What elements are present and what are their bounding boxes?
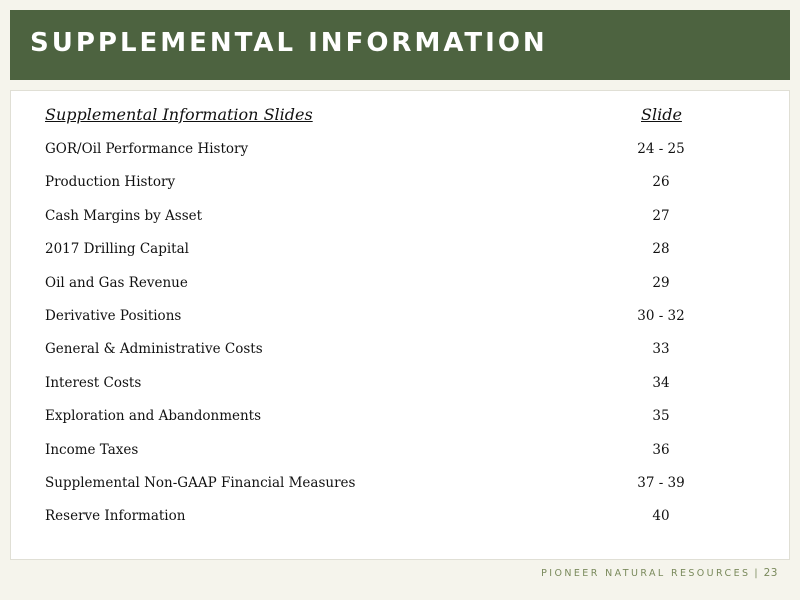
list-item-label: Production History: [45, 174, 176, 191]
list-item: [11, 406, 789, 439]
list-item-slide-number: 37 - 39: [637, 474, 685, 491]
list-item: [11, 339, 789, 372]
list-item-slide-number: 26: [652, 174, 670, 191]
list-item-label: Cash Margins by Asset: [45, 207, 203, 224]
footer-separator: |: [754, 568, 758, 579]
list-item-label: Supplemental Non-GAAP Financial Measures: [45, 474, 356, 491]
slide-index-list: [11, 139, 789, 540]
list-item-label: General & Administrative Costs: [45, 341, 263, 358]
list-item-label: Income Taxes: [45, 441, 139, 458]
page-number: 23: [763, 567, 778, 579]
column-header-slide: Slide: [641, 105, 682, 124]
list-item-label: GOR/Oil Performance History: [45, 141, 249, 157]
footer: [541, 567, 778, 579]
list-item: [11, 172, 789, 205]
list-item: [11, 239, 789, 272]
list-item: [11, 206, 789, 239]
column-header-slides: Supplemental Information Slides: [45, 105, 313, 124]
list-item: [11, 506, 789, 539]
list-item-slide-number: 36: [652, 441, 670, 458]
list-item-slide-number: 30 - 32: [637, 307, 685, 324]
list-item-label: Exploration and Abandonments: [45, 408, 262, 425]
list-item: [11, 306, 789, 339]
list-item: [11, 473, 789, 506]
list-item: [11, 440, 789, 473]
list-item-slide-number: 28: [652, 241, 670, 258]
list-item-slide-number: 40: [652, 508, 670, 525]
list-item-slide-number: 29: [652, 274, 670, 291]
list-item: [11, 139, 789, 172]
content-panel: [10, 90, 790, 560]
list-item-slide-number: 24 - 25: [637, 141, 685, 157]
list-item-label: Oil and Gas Revenue: [45, 274, 188, 291]
list-item: [11, 373, 789, 406]
list-item-slide-number: 33: [652, 341, 670, 358]
list-item-label: Interest Costs: [45, 374, 142, 391]
list-item-slide-number: 27: [652, 207, 670, 224]
list-item-slide-number: 34: [652, 374, 670, 391]
list-item: [11, 273, 789, 306]
page-title: SUPPLEMENTAL INFORMATION: [30, 28, 548, 58]
list-item-label: Derivative Positions: [45, 307, 182, 324]
header-bar: [10, 10, 790, 80]
list-item-label: Reserve Information: [45, 508, 186, 525]
footer-company-name: PIONEER NATURAL RESOURCES: [541, 568, 751, 579]
list-item-slide-number: 35: [652, 408, 670, 425]
list-item-label: 2017 Drilling Capital: [45, 241, 189, 258]
